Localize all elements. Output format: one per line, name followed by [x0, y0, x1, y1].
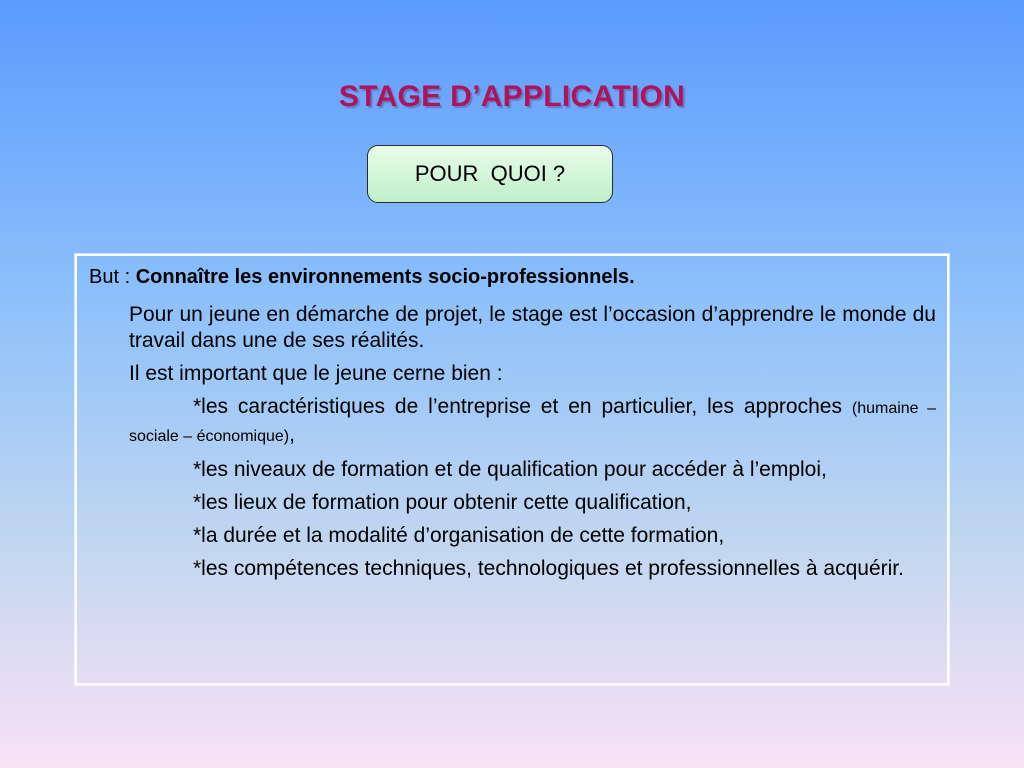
list-item-competences: *les compétences techniques, technologiques et professionnelles à acquérir. [193, 557, 904, 580]
list-item-niveaux: *les niveaux de formation et de qualification pour accéder à l’emploi, [193, 458, 827, 481]
subtitle-box: POUR QUOI ? [367, 145, 613, 203]
list-item-caracteristiques-end: , [289, 423, 295, 446]
paragraph-important: Il est important que le jeune cerne bien : [129, 362, 503, 385]
paragraph-intro: Pour un jeune en démarche de projet, le stage est l’occasion d’apprendre le monde du travail dans une de ses réalités. [129, 303, 936, 352]
body-text [129, 302, 936, 582]
slide-title: STAGE D’APPLICATION [338, 80, 686, 113]
content-box [75, 254, 949, 685]
but-line [89, 264, 936, 290]
list-item-caracteristiques-text: *les caractéristiques de l’entreprise et en particulier, les approches [193, 395, 852, 418]
list-item-duree: *la durée et la modalité d’organisation de cette formation, [193, 524, 725, 547]
list-item-caracteristiques [129, 394, 936, 450]
but-text: Connaître les environnements socio-professionnels. [135, 266, 635, 288]
but-label: But : [89, 266, 136, 288]
list-item-lieux: *les lieux de formation pour obtenir cette qualification, [193, 491, 692, 514]
list-item-caracteristiques-detail: (humaine – sociale – économique) [129, 400, 937, 445]
